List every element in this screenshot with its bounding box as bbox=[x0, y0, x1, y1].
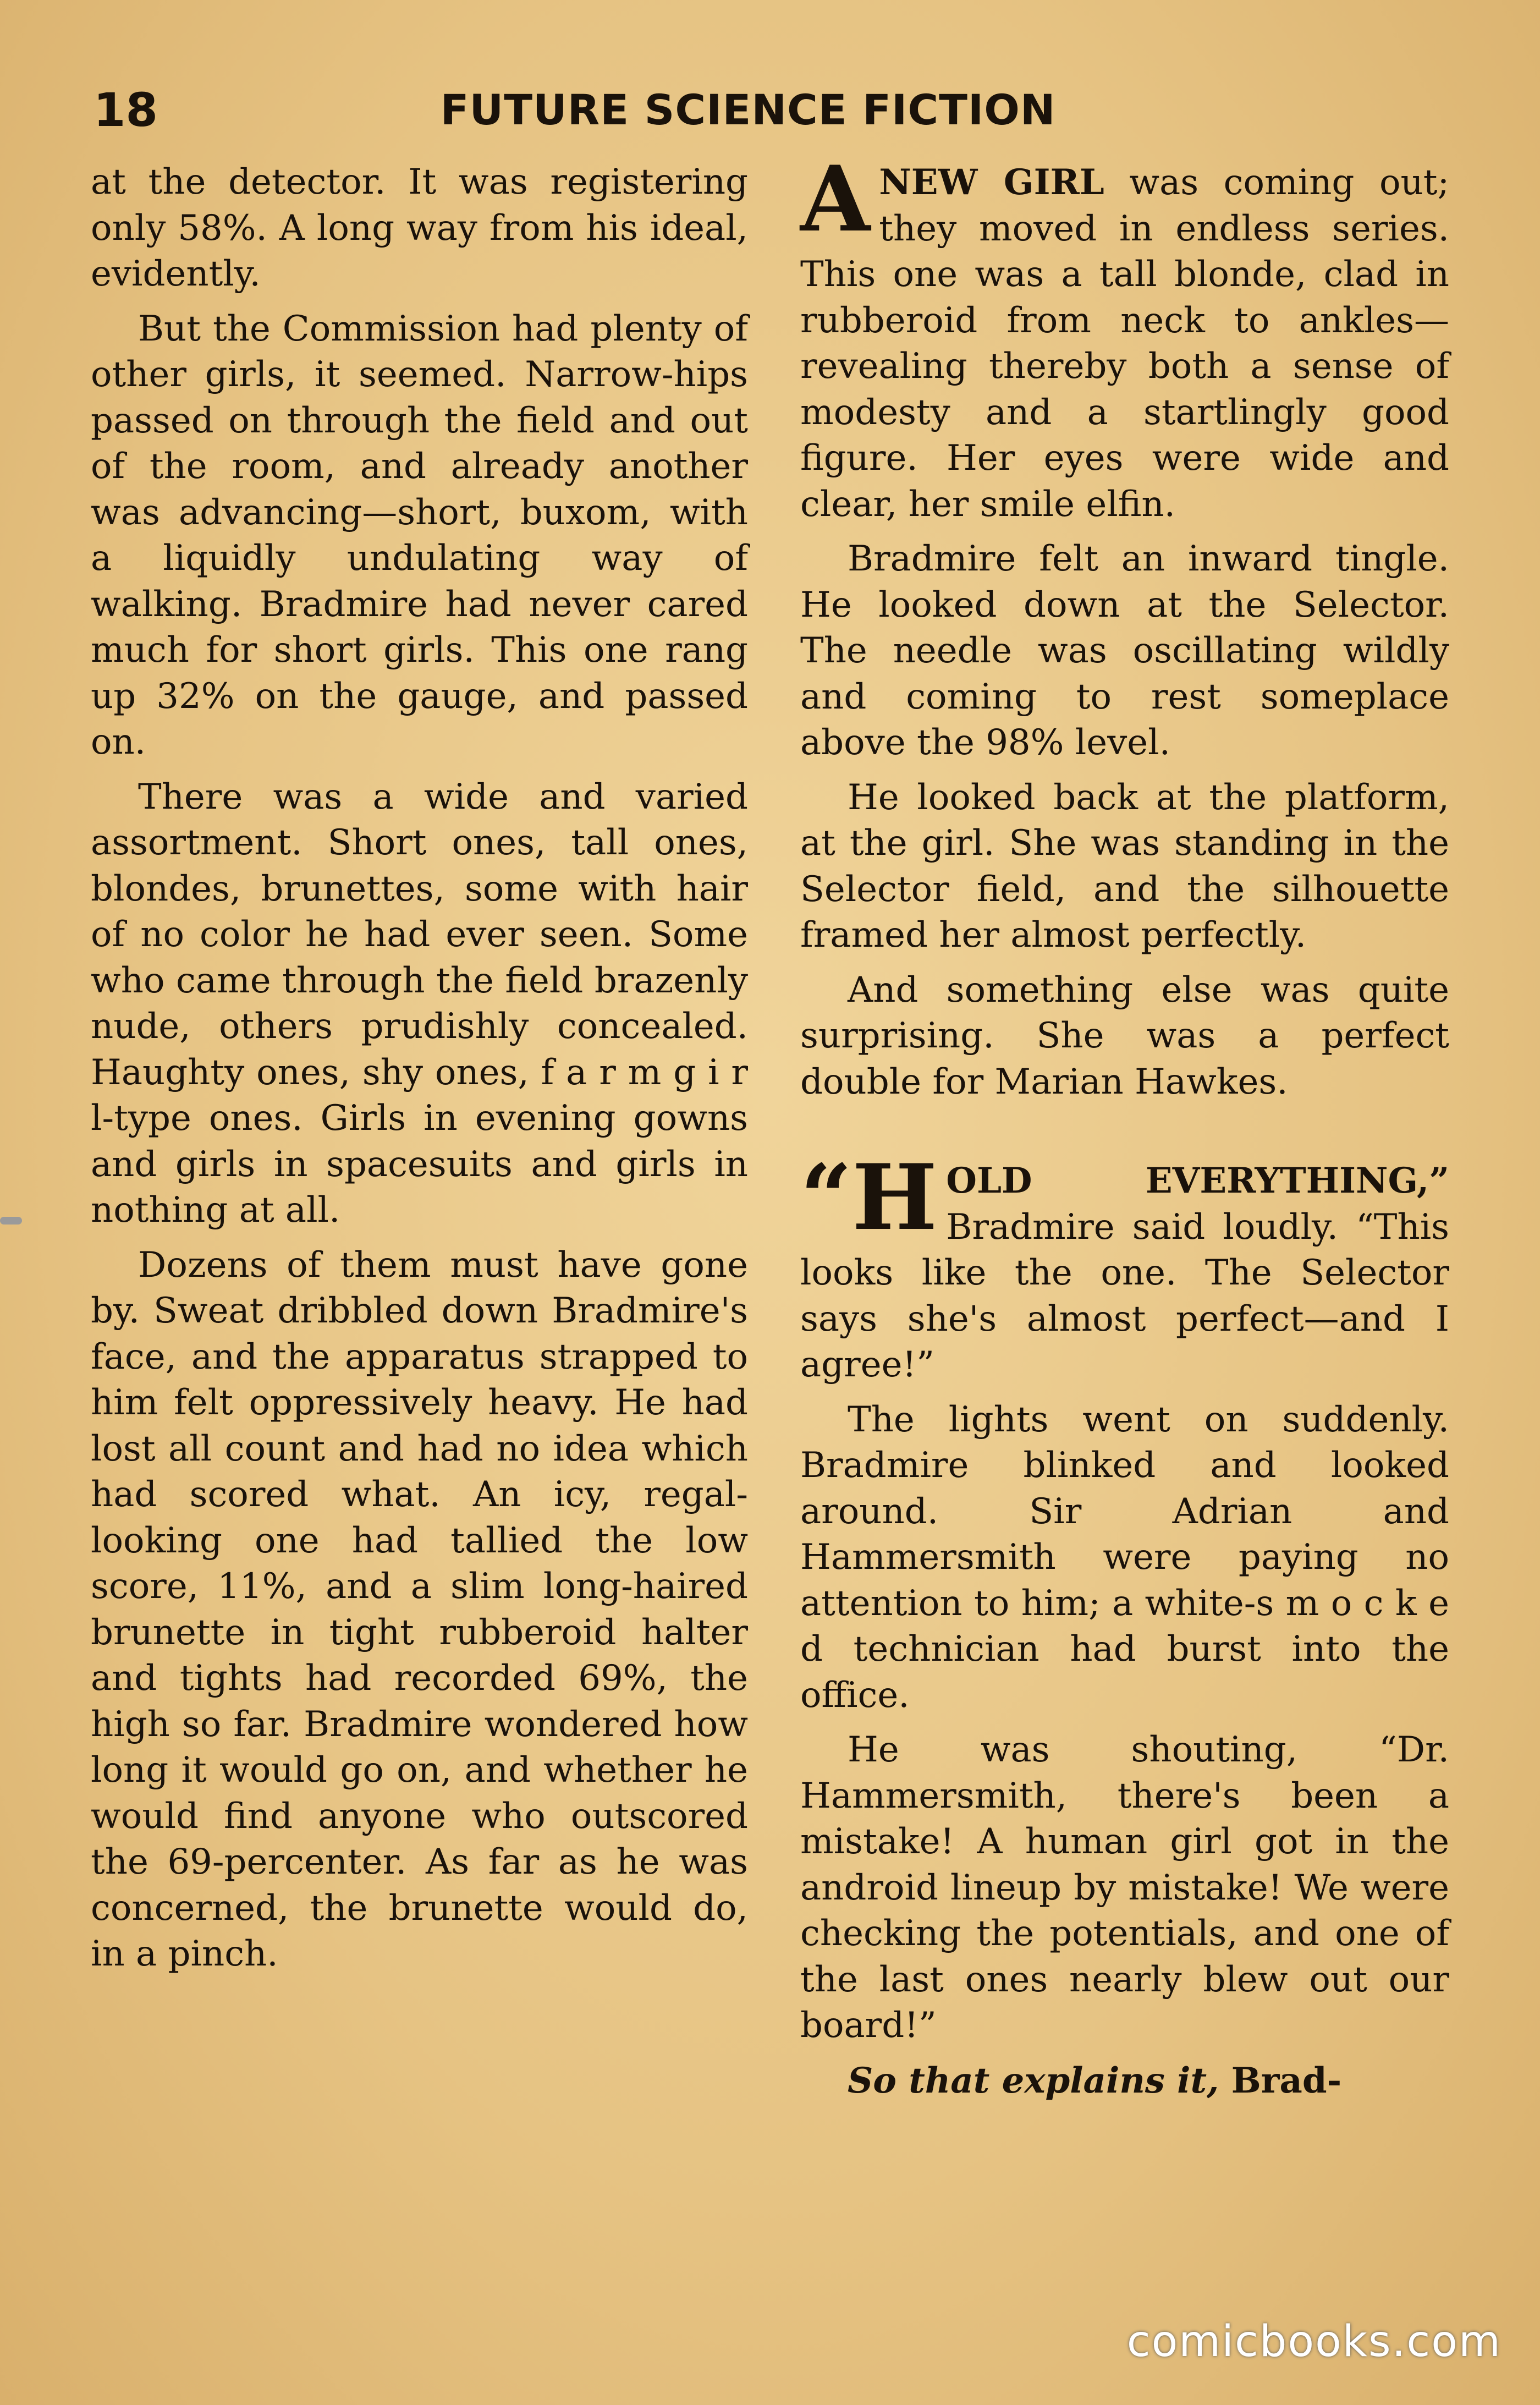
section-opening-paragraph bbox=[800, 1144, 1449, 1388]
paragraph: But the Commission had plenty of other girls, it seemed. Narrow-hips passed on through the field and out of the room, and already another was advancing—short, buxom, with a liquidly undulating way of walking. Bradmire had never cared much for short girls. This one rang up 32% on the gauge, and passed on. bbox=[91, 308, 748, 762]
left-column bbox=[91, 160, 748, 1986]
right-column bbox=[800, 146, 1450, 2113]
paragraph: And something else was quite surprising. She was a perfect double for Marian Hawkes. bbox=[800, 969, 1449, 1102]
paragraph: The lights went on suddenly. Bradmire blinked and looked around. Sir Adrian and Hammersmith were paying no attention to him; a white-s m o c k e d technician had burst into the office. bbox=[800, 1399, 1449, 1716]
drop-cap: “H bbox=[800, 1144, 938, 1250]
paragraph: He looked back at the platform, at the girl. She was standing in the Selector field, and the silhouette framed her almost perfectly. bbox=[800, 777, 1449, 956]
page-header bbox=[88, 77, 1408, 143]
paragraph: There was a wide and varied assortment. Short ones, tall ones, blondes, brunettes, some with hair of no color he had ever seen. Some who came through the field brazenly nude, others prudishly concealed. Haughty ones, shy ones, f a r m g i r l-type ones. Girls in evening gowns and girls in spacesuits and girls in nothing at all. bbox=[91, 776, 748, 1231]
drop-cap: A bbox=[800, 146, 871, 252]
paragraph-text: Brad- bbox=[1219, 2060, 1342, 2101]
site-watermark: comicbooks.com bbox=[1126, 2317, 1502, 2366]
print-speck bbox=[0, 1217, 22, 1225]
running-title: FUTURE SCIENCE FICTION bbox=[440, 85, 1056, 134]
paragraph-text: was coming out; they moved in endless series. This one was a tall blonde, clad in rubberoid from neck to ankles—revealing thereby both a sense of modesty and a startlingly good figure. Her eyes were wide and clear, her smile elfin. bbox=[800, 162, 1450, 525]
lead-in: NEW GIRL bbox=[879, 162, 1104, 203]
paragraph: He was shouting, “Dr. Hammersmith, there's been a mistake! A human girl got in the android lineup by mistake! We were checking the potentials, and one of the last ones nearly blew out our board!” bbox=[800, 1729, 1449, 2046]
lead-in: OLD EVERYTHING,” bbox=[946, 1160, 1449, 1201]
paragraph bbox=[800, 2058, 1449, 2105]
italic-thought: So that explains it, bbox=[848, 2060, 1219, 2101]
section-opening-paragraph bbox=[800, 146, 1450, 528]
paragraph: Bradmire felt an inward tingle. He looked down at the Selector. The needle was oscillating wildly and coming to rest someplace above the 98% level. bbox=[800, 539, 1449, 763]
paragraph: at the detector. It was registering only 58%. A long way from his ideal, evidently. bbox=[91, 162, 748, 294]
paragraph: Dozens of them must have gone by. Sweat dribbled down Bradmire's face, and the apparatus strapped to him felt oppressively heavy. He had lost all count and had no idea which had scored what. An icy, regal-looking one had tallied the low score, 11%, and a slim long-haired brunette in tight rubberoid halter and tights had recorded 69%, the high so far. Bradmire wondered how long it would go on, and whether he would find anyone who outscored the 69-percenter. As far as he was concerned, the brunette would do, in a pinch. bbox=[91, 1244, 748, 1974]
paragraph-text: Bradmire said loudly. “This looks like the one. The Selector says she's almost perfect—and I agree!” bbox=[800, 1206, 1449, 1385]
page-number: 18 bbox=[94, 83, 158, 137]
